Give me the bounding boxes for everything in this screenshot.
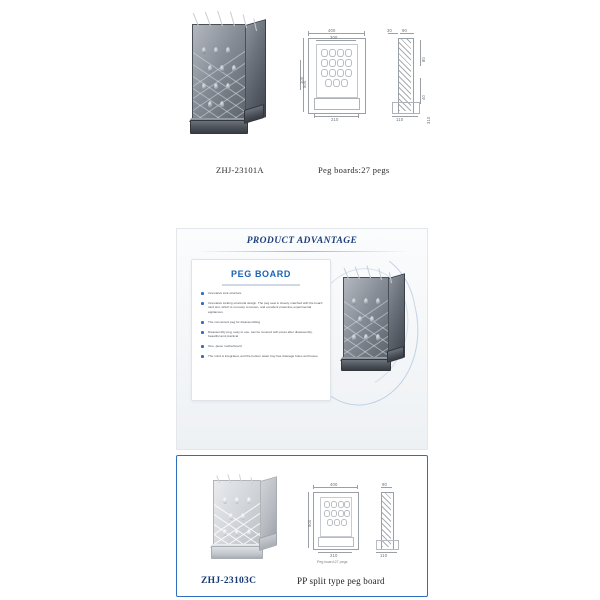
peg-board-info-card bbox=[191, 259, 331, 401]
base-tray-front bbox=[190, 120, 248, 134]
board-front-panel bbox=[192, 24, 246, 122]
advantage-title: PRODUCT ADVANTAGE bbox=[246, 236, 358, 246]
top-description-caption: Peg boards:27 pegs bbox=[318, 165, 390, 175]
front-base-block bbox=[314, 98, 360, 110]
dim-left-height-inner: 100 bbox=[299, 76, 304, 84]
front-view-drawing bbox=[300, 28, 372, 124]
bottom-side-view-drawing bbox=[369, 482, 409, 562]
bottom-dim-height: 500 bbox=[307, 519, 312, 527]
dim-left-height-outer: 500 bbox=[302, 80, 307, 88]
dim-side-bottom-right: 110 bbox=[396, 117, 404, 122]
list-item: The convenient peg for disassembling bbox=[201, 320, 325, 324]
side-hatch bbox=[399, 39, 411, 111]
dim-top-width: 400 bbox=[328, 28, 336, 33]
lattice-pattern bbox=[193, 25, 245, 121]
bottom-model-caption: ZHJ-23103C bbox=[201, 576, 257, 586]
dim-side-bottom-total: 310 bbox=[426, 116, 431, 124]
dim-side-upper-height: 80 bbox=[421, 56, 426, 62]
dim-side-top-right: 90 bbox=[402, 28, 408, 33]
dim-side-lower-height: 40 bbox=[421, 94, 426, 100]
peg-board-photo bbox=[180, 10, 285, 135]
list-item: Innovative lock structure bbox=[201, 291, 325, 295]
advantage-divider bbox=[195, 251, 409, 252]
bottom-dim-side-bottom: 110 bbox=[380, 553, 388, 558]
advantage-peg-board-photo bbox=[333, 265, 419, 377]
dim-inner-width: 300 bbox=[330, 35, 338, 40]
card-title: PEG BOARD bbox=[231, 269, 291, 279]
bottom-product-panel bbox=[176, 455, 428, 597]
bottom-dim-side-top: 90 bbox=[382, 482, 388, 487]
bottom-drawing-caption: Peg board:27 pegs bbox=[317, 560, 348, 564]
side-view-drawing bbox=[382, 28, 432, 124]
list-item: One -piece motherboard bbox=[201, 344, 325, 348]
bottom-dim-bottom-width: 210 bbox=[330, 553, 338, 558]
list-item: Innovative locking structural design. The peg seat is closely matched with the board card slot, which is not easy to loosen, and excellent protective experimental appliances bbox=[201, 301, 325, 314]
top-model-caption: ZHJ-23101A bbox=[216, 165, 264, 175]
product-advantage-panel bbox=[176, 228, 428, 450]
dim-bottom-width: 210 bbox=[331, 117, 339, 122]
bottom-description-caption: PP split type peg board bbox=[297, 576, 385, 586]
bottom-peg-board-photo bbox=[197, 474, 297, 566]
dim-side-top-left: 30 bbox=[387, 28, 393, 33]
advantage-bullet-list bbox=[201, 291, 325, 364]
bottom-dim-top-width: 400 bbox=[330, 482, 338, 487]
list-item: The mind is integrated, and the bottom water tray has drainage holes and hoses. bbox=[201, 354, 325, 358]
side-base-block bbox=[392, 102, 420, 114]
list-item: Disassembly peg, easy to use, can be covered with pores after disassembly, beautiful and practical bbox=[201, 330, 325, 339]
top-product-section bbox=[0, 0, 600, 195]
card-title-underline bbox=[222, 284, 300, 286]
bottom-front-view-drawing bbox=[303, 482, 365, 562]
